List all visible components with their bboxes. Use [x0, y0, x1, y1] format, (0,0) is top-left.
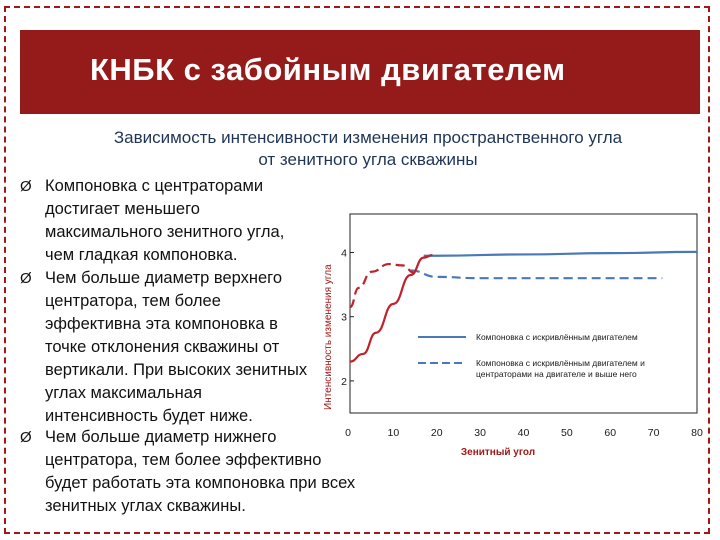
x-tick-label: 60	[604, 427, 617, 439]
legend-label: Компоновка с искривлённым двигателем	[476, 332, 638, 342]
series-line-3	[350, 255, 432, 362]
x-tick-label: 80	[691, 427, 703, 439]
x-axis	[345, 427, 703, 439]
series-line-1	[424, 252, 697, 256]
x-tick-label: 30	[474, 427, 486, 439]
arrow-bullet-icon: Ø	[20, 270, 32, 287]
series-line-4	[350, 264, 415, 307]
bullet-text: Компоновка с центраторами достигает меньшего максимального зенитного угла, чем гладкая компоновка.	[45, 177, 285, 264]
slide-title: КНБК с забойным двигателем	[90, 52, 566, 87]
subtitle-line-2: от зенитного угла скважины	[258, 150, 478, 169]
x-tick-label: 10	[387, 427, 400, 439]
x-tick-label: 0	[345, 427, 351, 439]
legend	[418, 332, 645, 379]
x-tick-label: 40	[517, 427, 530, 439]
bullet-text: Чем больше диаметр верхнего центратора, тем более эффективна эта компоновка в точке отклонения скважины от вертикали. При высоких зенитных углах максимальная интенсивность будет ниже.	[45, 269, 308, 425]
x-tick-label: 70	[647, 427, 660, 439]
y-axis	[341, 248, 354, 388]
y-tick-label: 3	[341, 311, 347, 324]
x-tick-label: 50	[561, 427, 573, 439]
x-tick-label: 20	[430, 427, 443, 439]
series-line-2	[411, 270, 663, 278]
series-layer	[350, 252, 697, 362]
subtitle-line-1: Зависимость интенсивности изменения пространственного угла	[113, 128, 623, 147]
x-axis-title: Зенитный угол	[460, 447, 536, 458]
legend-label: центраторами на двигателе и выше него	[476, 369, 637, 379]
y-tick-label: 4	[341, 247, 347, 260]
y-tick-label: 2	[341, 375, 347, 388]
y-axis-title: Интенсивность изменения угла	[323, 264, 334, 410]
plot-area	[350, 214, 697, 413]
arrow-bullet-icon: Ø	[20, 429, 32, 446]
legend-label: Компоновка с искривлённым двигателем и	[476, 358, 645, 368]
arrow-bullet-icon: Ø	[20, 178, 32, 195]
bullet-text: Чем больше диаметр нижнего центратора, тем более эффективно будет работать эта компоновка при всех зенитных углах скважины.	[45, 428, 356, 515]
